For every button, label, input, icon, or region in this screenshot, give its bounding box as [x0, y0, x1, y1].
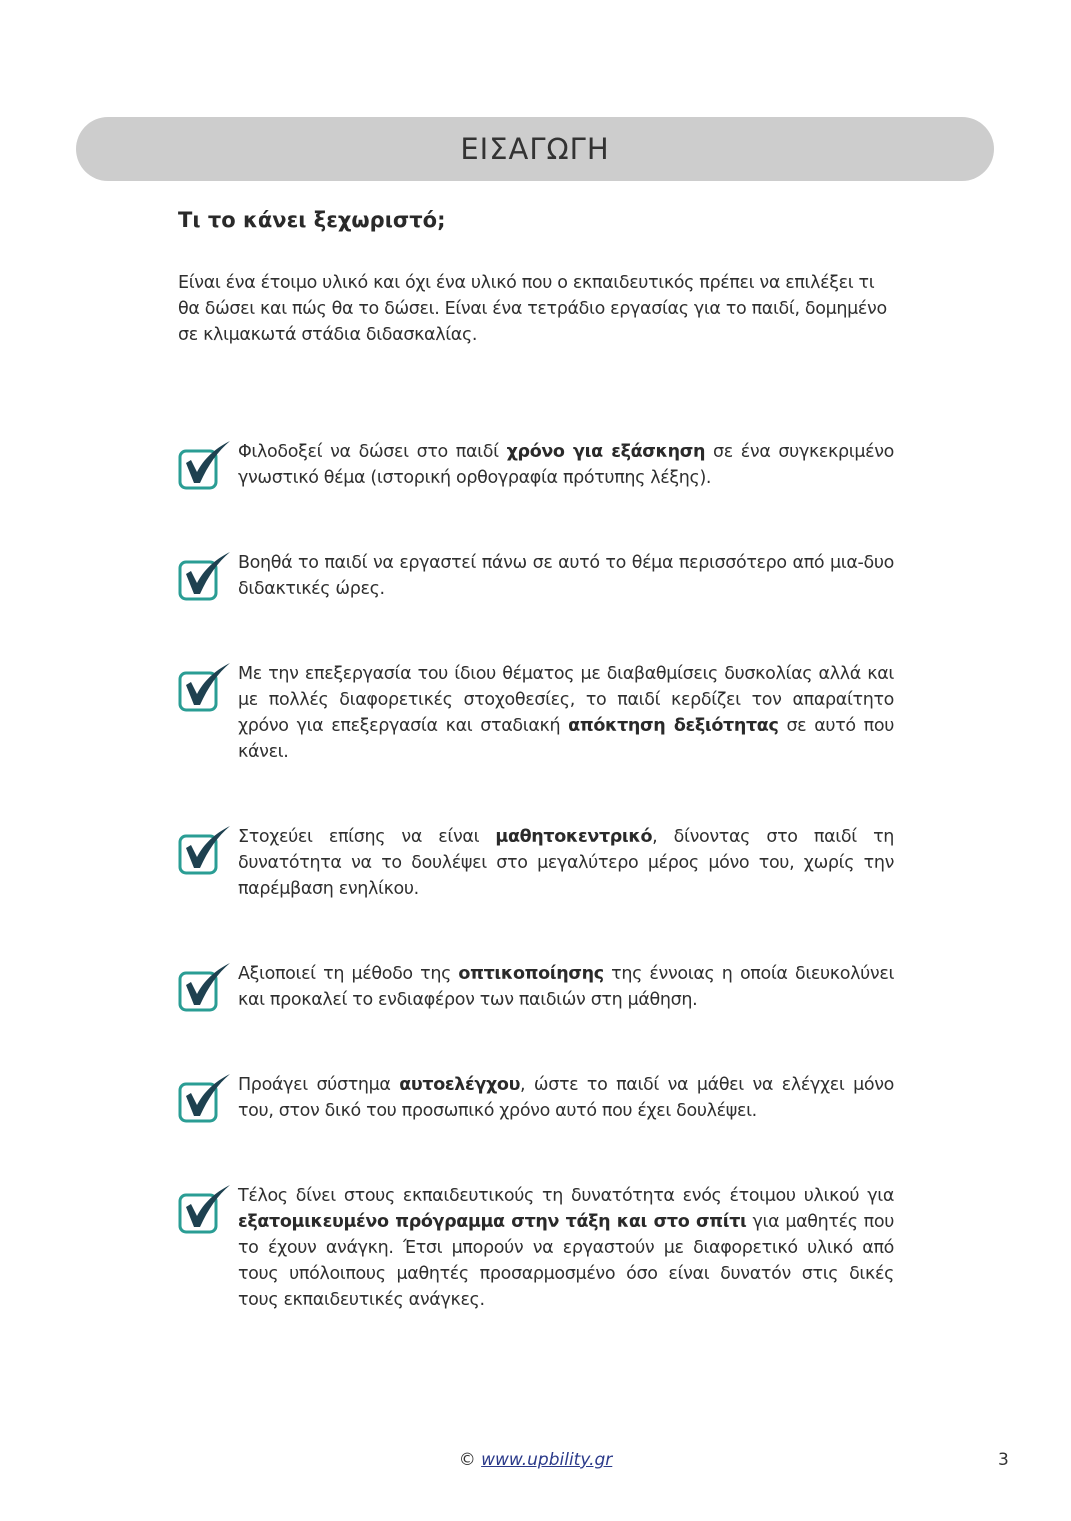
checklist-item-text — [238, 1183, 894, 1313]
checkbox-checked-icon — [178, 826, 232, 876]
page-title: ΕΙΣΑΓΩΓΗ — [460, 132, 610, 166]
checklist-item — [178, 1072, 894, 1124]
section-heading: Τι το κάνει ξεχωριστό; — [178, 208, 446, 232]
intro-paragraph: Είναι ένα έτοιμο υλικό και όχι ένα υλικό που ο εκπαιδευτικός πρέπει να επιλέξει τι θα δώσει και πώς θα το δώσει. Είναι ένα τετράδιο εργασίας για το παιδί, δομημένο σε κλιμακωτά στάδια διδασκαλίας. — [178, 273, 887, 345]
copyright-symbol: © — [458, 1450, 482, 1470]
text-segment: , ώστε το παιδί να μάθει να ελέγχει μόνο του, στον δικό του προσωπικό χρόνο αυτό που έχει δουλέψει. — [238, 1075, 894, 1121]
emphasis-text: οπτικοποίησης — [458, 964, 604, 984]
text-segment: Αξιοποιεί τη μέθοδο της — [238, 964, 459, 984]
text-segment: σε ένα συγκεκριμένο γνωστικό θέμα (ιστορική ορθογραφία πρότυπης λέξης). — [238, 442, 894, 488]
checklist-item-text — [238, 661, 894, 765]
checklist-item — [178, 1183, 894, 1313]
checkbox-checked-icon — [178, 1185, 232, 1235]
text-segment: της έννοιας η οποία διευκολύνει και προκαλεί το ενδιαφέρον των παιδιών στη μάθηση. — [238, 964, 895, 1010]
checklist-item-text — [238, 550, 894, 602]
emphasis-text: αυτοελέγχου — [399, 1075, 521, 1095]
checklist-item-text — [238, 1072, 894, 1124]
text-segment: για μαθητές που το έχουν ανάγκη. Έτσι μπορούν να εργαστούν με διαφορετικό υλικό από τους υπόλοιπους μαθητές προσαρμοσμένο όσο είναι δυνατόν στις δικές τους εκπαιδευτικές ανάγκες. — [238, 1212, 894, 1310]
checkbox-checked-icon — [178, 1074, 232, 1124]
checklist-item-text — [238, 439, 894, 491]
checklist-item — [178, 550, 894, 602]
page-number: 3 — [998, 1450, 1009, 1470]
text-segment: σε αυτό που κάνει. — [238, 716, 894, 762]
emphasis-text: απόκτηση δεξιότητας — [568, 716, 779, 736]
checklist-item — [178, 661, 894, 765]
checkbox-checked-icon — [178, 441, 232, 491]
checkbox-checked-icon — [178, 663, 232, 713]
text-segment: Στοχεύει επίσης να είναι — [238, 827, 496, 847]
text-segment: Τέλος δίνει στους εκπαιδευτικούς τη δυνατότητα ενός έτοιμου υλικού για — [238, 1186, 894, 1206]
emphasis-text: μαθητοκεντρικό — [495, 827, 653, 847]
text-segment: Προάγει σύστημα — [238, 1075, 400, 1095]
text-segment: Με την επεξεργασία του ίδιου θέματος με διαβαθμίσεις δυσκολίας αλλά και με πολλές διαφορετικές στοχοθεσίες, το παιδί κερδίζει τον απαραίτητο χρόνο για επεξεργασία και σταδιακή — [238, 664, 894, 736]
checklist-item — [178, 824, 894, 902]
checklist-item — [178, 439, 894, 491]
checklist-item-text — [238, 961, 894, 1013]
checklist-item-text — [238, 824, 894, 902]
checkbox-checked-icon — [178, 552, 232, 602]
emphasis-text: εξατομικευμένο πρόγραμμα στην τάξη και στο σπίτι — [238, 1212, 747, 1232]
checklist-item — [178, 961, 894, 1013]
checkbox-checked-icon — [178, 963, 232, 1013]
text-segment: , δίνοντας στο παιδί τη δυνατότητα να το δουλέψει στο μεγαλύτερο μέρος μόνο του, χωρίς την παρέμβαση ενηλίκου. — [238, 827, 894, 899]
footer-copyright — [0, 1450, 1071, 1470]
text-segment: Βοηθά το παιδί να εργαστεί πάνω σε αυτό το θέμα περισσότερο από μια-δυο διδακτικές ώρες. — [238, 553, 894, 599]
website-link[interactable]: www.upbility.gr — [481, 1450, 613, 1470]
section-header-bar — [76, 117, 994, 181]
text-segment: Φιλοδοξεί να δώσει στο παιδί — [238, 442, 507, 462]
feature-checklist — [178, 439, 894, 1313]
emphasis-text: χρόνο για εξάσκηση — [506, 442, 706, 462]
